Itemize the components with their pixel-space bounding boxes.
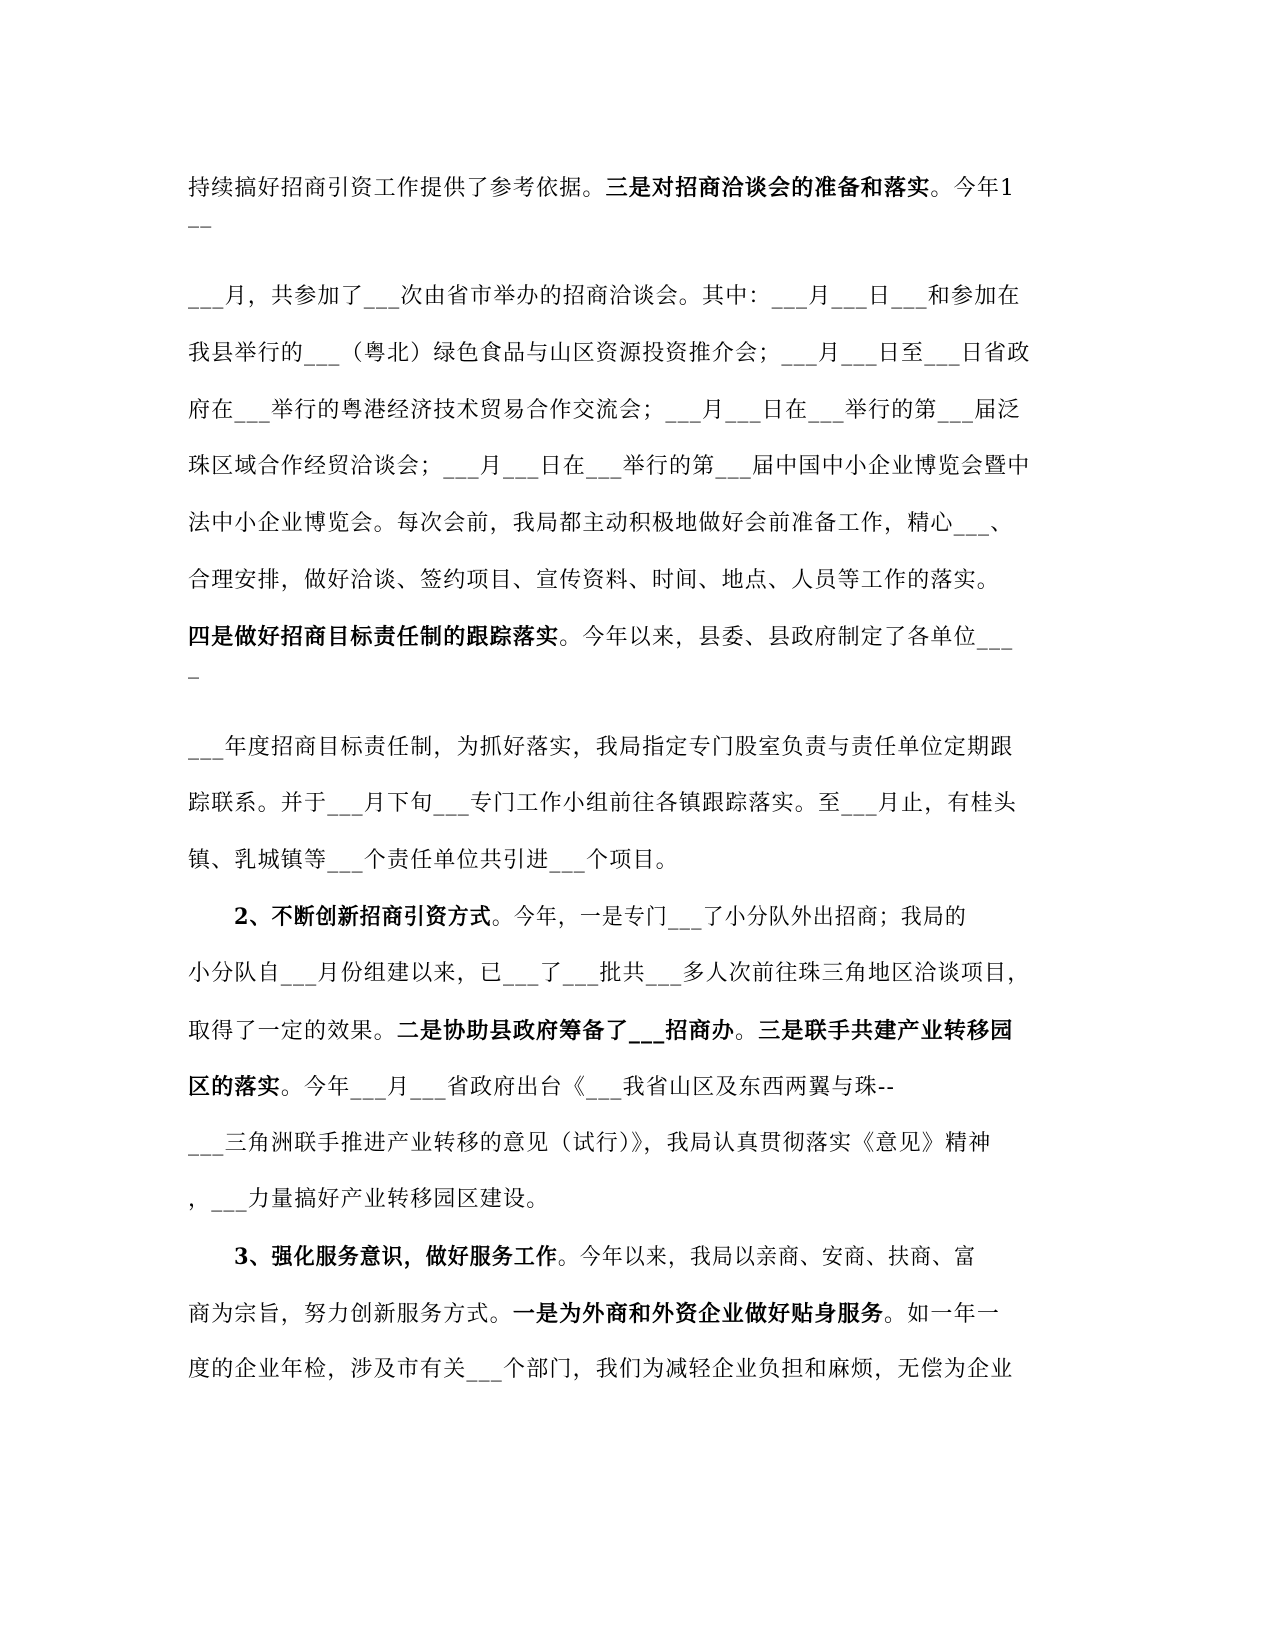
text-line — [188, 1127, 1088, 1161]
text-segment: 。今年___月___省政府出台《___我省山区及东西两翼与珠-- — [280, 1075, 896, 1100]
text-segment: 法中小企业博览会。每次会前，我局都主动积极地做好会前准备工作，精心___、 — [188, 511, 1014, 536]
text-line — [188, 787, 1088, 821]
text-segment: ___三角洲联手推进产业转移的意见（试行）》，我局认真贯彻落实《意见》精神 — [188, 1131, 992, 1156]
text-segment: 商为宗旨，努力创新服务方式。 — [188, 1302, 513, 1327]
text-line — [188, 507, 1088, 541]
text-segment: 。今年以来，我局以亲商、安商、扶商、富 — [557, 1245, 977, 1270]
text-line — [188, 1183, 1088, 1217]
text-segment: __ — [188, 203, 213, 228]
bold-heading: 3、强化服务意识，做好服务工作 — [234, 1244, 558, 1270]
bold-heading: 三是对招商洽谈会的准备和落实 — [605, 175, 931, 201]
text-segment: 踪联系。并于___月下旬___专门工作小组前往各镇跟踪落实。至___月止，有桂头 — [188, 791, 1018, 816]
text-line — [188, 1297, 1088, 1331]
text-segment: ，___力量搞好产业转移园区建设。 — [188, 1187, 550, 1212]
text-line — [188, 1353, 1088, 1387]
text-segment: _ — [188, 654, 201, 679]
text-segment: 珠区域合作经贸洽谈会；___月___日在___举行的第___届中国中小企业博览会暨中 — [188, 454, 1031, 479]
text-line — [234, 900, 1088, 934]
bold-heading: 区的落实 — [188, 1074, 281, 1100]
text-segment: 度的企业年检，涉及市有关___个部门，我们为减轻企业负担和麻烦，无偿为企业 — [188, 1357, 1014, 1382]
text-line — [188, 199, 1088, 233]
text-segment: 持续搞好招商引资工作提供了参考依据。 — [188, 176, 606, 201]
text-line — [188, 280, 1088, 314]
text-segment: 府在___举行的粤港经济技术贸易合作交流会；___月___日在___举行的第___届泛 — [188, 398, 1021, 423]
text-segment: 小分队自___月份组建以来，已___了___批共___多人次前往珠三角地区洽谈项目， — [188, 961, 1031, 986]
bold-heading: 三是联手共建产业转移园 — [758, 1018, 1014, 1044]
text-line — [188, 844, 1088, 878]
text-line — [188, 650, 1088, 684]
bold-heading: 一是为外商和外资企业做好贴身服务 — [512, 1301, 885, 1327]
text-line — [188, 450, 1088, 484]
text-line — [188, 731, 1088, 765]
text-segment: 。 — [735, 1019, 759, 1044]
text-segment: 。今年以来，县委、县政府制定了各单位___ — [559, 625, 1014, 650]
text-line — [234, 1240, 1088, 1274]
text-segment: ___月，共参加了___次由省市举办的招商洽谈会。其中：___月___日___和参加在 — [188, 284, 1021, 309]
text-line — [188, 620, 1088, 654]
bold-heading: 2、不断创新招商引资方式 — [234, 904, 492, 930]
text-line — [188, 337, 1088, 371]
text-segment: 合理安排，做好洽谈、签约项目、宣传资料、时间、地点、人员等工作的落实。 — [188, 568, 1001, 593]
text-segment: 我县举行的___（粤北）绿色食品与山区资源投资推介会；___月___日至___日省政 — [188, 341, 1031, 366]
text-segment: 。今年，一是专门___了小分队外出招商；我局的 — [491, 905, 967, 930]
text-line — [188, 1014, 1088, 1048]
text-line — [188, 1070, 1088, 1104]
text-segment: 取得了一定的效果。 — [188, 1019, 397, 1044]
text-segment: 镇、乳城镇等___个责任单位共引进___个项目。 — [188, 848, 679, 873]
text-line — [188, 564, 1088, 598]
text-line — [188, 957, 1088, 991]
text-line — [188, 394, 1088, 428]
bold-heading: 二是协助县政府筹备了___招商办 — [396, 1018, 736, 1044]
text-segment: 。如一年一 — [884, 1302, 1001, 1327]
text-segment: ___年度招商目标责任制，为抓好落实，我局指定专门股室负责与责任单位定期跟 — [188, 735, 1014, 760]
text-segment: 。今年1 — [930, 176, 1016, 201]
bold-heading: 四是做好招商目标责任制的跟踪落实 — [188, 624, 560, 650]
